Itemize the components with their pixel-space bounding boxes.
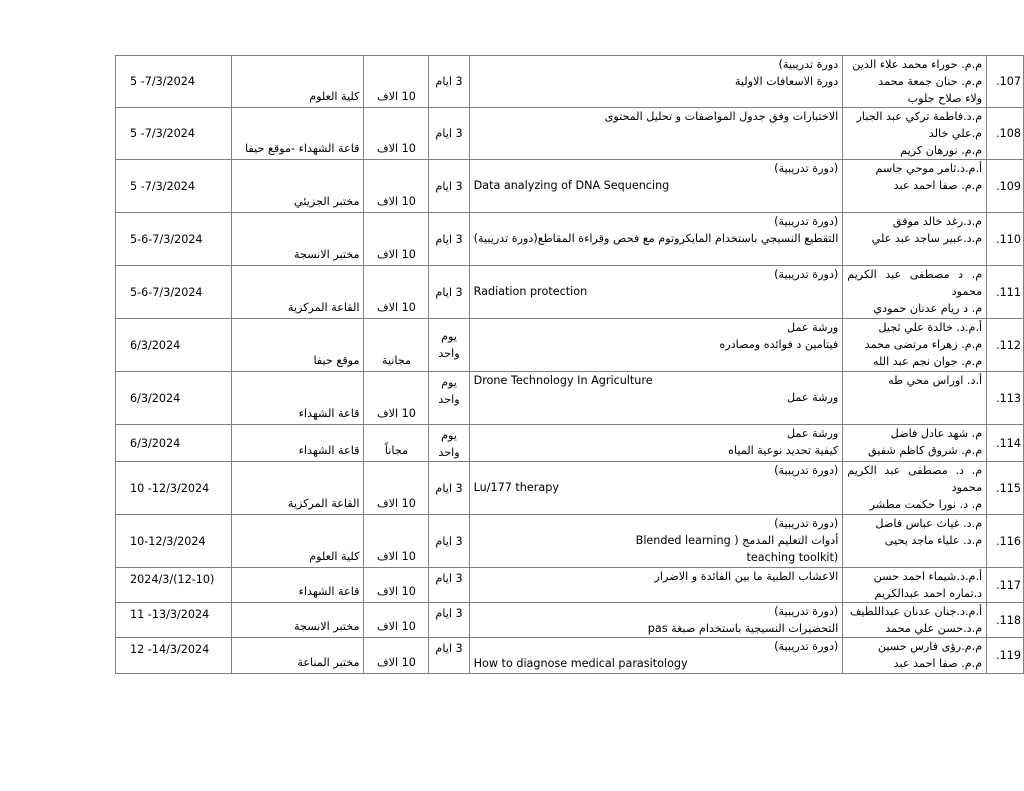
table-row (116, 515, 1024, 568)
course-title-line: (دورة تدريبية) (774, 640, 839, 653)
presenters-cell (843, 515, 987, 568)
presenter-name: أ.د. اوراس محي طه (888, 374, 983, 387)
date-cell (116, 160, 232, 213)
row-number-cell (987, 160, 1024, 213)
presenter-name: د.تماره احمد عبدالكريم (874, 587, 983, 600)
course-title-line: (دورة تدريبية) (774, 162, 839, 175)
location-cell (231, 160, 364, 213)
presenter-name: م.د.حسن علي محمد (885, 622, 983, 635)
location-cell (231, 638, 364, 674)
location-text: مختبر المناعة (297, 656, 360, 669)
row-number-cell (987, 266, 1024, 319)
duration-cell (429, 425, 469, 462)
date-text: 6/3/2024 (130, 391, 181, 405)
date-cell (116, 266, 232, 319)
duration-text: واحد (438, 393, 460, 406)
date-text: 5-6-7/3/2024 (130, 285, 203, 299)
duration-cell (429, 213, 469, 266)
fee-cell (364, 568, 429, 603)
course-title-line: ورشة عمل (786, 427, 839, 440)
location-text: موقع حيفا (313, 354, 360, 367)
fee-cell (364, 372, 429, 425)
date-text: 2024/3/(12-10) (130, 573, 215, 586)
location-text: مختبر الجزيئي (294, 195, 360, 208)
row-number: 113. (996, 391, 1021, 405)
presenter-name: م. د. مصطفى عبد الكريم محمود (847, 464, 983, 494)
date-cell (116, 603, 232, 638)
duration-cell (429, 515, 469, 568)
location-text: القاعة المركزية (287, 497, 360, 510)
row-number-cell (987, 638, 1024, 674)
course-title-line: الاعشاب الطبية ما بين الفائدة و الاضرار (654, 570, 839, 583)
duration-cell (429, 266, 469, 319)
fee-cell (364, 462, 429, 515)
fee-cell (364, 160, 429, 213)
course-title-line: التحضيرات النسيجية باستخدام صبغة pas (647, 622, 839, 635)
date-text: 5 -7/3/2024 (130, 75, 195, 88)
duration-text: 3 ايام (435, 285, 463, 299)
course-title-line: أدوات التعليم المدمج ( Blended learning (635, 534, 839, 547)
presenter-name: م.م.رؤى فارس حسين (877, 640, 983, 653)
course-title-line: التقطيع النسيجي باستخدام المايكروتوم مع فحص وقراءة المقاطع(دورة تدريبية) (473, 232, 839, 245)
fee-text: 10 الاف (377, 301, 416, 314)
row-number-cell (987, 56, 1024, 108)
fee-cell (364, 603, 429, 638)
location-text: قاعة الشهداء (298, 444, 360, 457)
fee-text: 10 الاف (377, 407, 416, 420)
course-title-cell (469, 56, 843, 108)
date-text: 6/3/2024 (130, 436, 181, 450)
row-number-cell (987, 425, 1024, 462)
duration-text: يوم (441, 376, 457, 389)
presenter-name: م.م. حنان جمعة محمد (878, 75, 983, 88)
row-number-cell (987, 568, 1024, 603)
presenter-name: م.م. صفا احمد عبد (893, 179, 983, 192)
course-title-line: (teaching toolkit (746, 551, 839, 564)
presenter-name: م.م. شروق كاظم شفيق (868, 444, 983, 457)
row-number-cell (987, 603, 1024, 638)
presenters-cell (843, 160, 987, 213)
course-title-cell (469, 462, 843, 515)
location-text: كلية العلوم (309, 90, 360, 103)
course-title-line: كيفية تحديد نوعية المياه (728, 444, 839, 457)
date-text: 12 -14/3/2024 (130, 643, 210, 656)
duration-cell (429, 160, 469, 213)
presenter-name: م.م. نورهان كريم (900, 144, 983, 157)
course-title-line: How to diagnose medical parasitology (473, 657, 688, 670)
date-cell (116, 462, 232, 515)
date-cell (116, 213, 232, 266)
location-text: قاعة الشهداء -موقع حيفا (245, 142, 360, 155)
row-number: 119. (996, 649, 1021, 662)
presenters-cell (843, 213, 987, 266)
presenter-name: م. د مصطفى عبد الكريم محمود (847, 268, 983, 298)
date-text: 5 -7/3/2024 (130, 179, 195, 193)
course-title-line: Radiation protection (473, 285, 588, 298)
course-title-cell (469, 372, 843, 425)
row-number: 112. (996, 338, 1021, 352)
presenters-cell (843, 425, 987, 462)
row-number: 110. (996, 232, 1021, 246)
location-cell (231, 56, 364, 108)
fee-cell (364, 266, 429, 319)
duration-text: 3 ايام (435, 179, 463, 193)
duration-cell (429, 319, 469, 372)
location-text: القاعة المركزية (287, 301, 360, 314)
presenter-name: م.د.فاطمة تركي عبد الجبار (856, 110, 983, 123)
course-title-line: فيتامين د فوائده ومصادره (719, 338, 839, 351)
duration-text: 3 ايام (435, 642, 463, 655)
presenter-name: م.د. علياء ماجد يحيى (884, 534, 983, 547)
course-title-cell (469, 108, 843, 160)
table-row (116, 568, 1024, 603)
row-number-cell (987, 372, 1024, 425)
fee-cell (364, 319, 429, 372)
fee-text: مجاناً (384, 444, 409, 457)
duration-cell (429, 56, 469, 108)
duration-cell (429, 372, 469, 425)
row-number: 118. (996, 613, 1021, 627)
row-number-cell (987, 462, 1024, 515)
duration-cell (429, 603, 469, 638)
course-title-line: ورشة عمل (786, 391, 839, 404)
row-number: 109. (996, 179, 1021, 193)
table-row (116, 56, 1024, 108)
duration-text: يوم (441, 330, 457, 343)
duration-text: 3 ايام (435, 75, 463, 88)
presenter-name: م.د. غياث عباس فاضل (875, 517, 983, 530)
fee-text: 10 الاف (377, 585, 416, 598)
location-cell (231, 603, 364, 638)
fee-cell (364, 638, 429, 674)
row-number: 115. (996, 481, 1021, 495)
row-number: 116. (996, 534, 1021, 548)
course-title-line: Drone Technology In Agriculture (473, 374, 653, 387)
course-title-cell (469, 213, 843, 266)
table-body (116, 56, 1024, 674)
table-row (116, 319, 1024, 372)
duration-text: واحد (438, 446, 460, 459)
presenter-name: م. شهد عادل فاضل (890, 427, 983, 440)
presenter-name: ولاء صلاح جلوب (907, 92, 983, 105)
table-row (116, 462, 1024, 515)
presenter-name: م. د. نورا حكمت مطشر (869, 498, 983, 511)
fee-text: 10 الاف (377, 248, 416, 261)
location-cell (231, 462, 364, 515)
duration-text: 3 ايام (435, 481, 463, 495)
date-cell (116, 515, 232, 568)
location-text: كلية العلوم (309, 550, 360, 563)
date-text: 10-12/3/2024 (130, 534, 206, 548)
presenter-name: أ.م.د.شيماء احمد حسن (873, 570, 983, 583)
courses-table (115, 55, 1024, 674)
row-number-cell (987, 319, 1024, 372)
course-title-cell (469, 160, 843, 213)
course-title-line: Data analyzing of DNA Sequencing (473, 179, 670, 192)
course-title-line: Lu/177 therapy (473, 481, 559, 494)
fee-cell (364, 108, 429, 160)
presenter-name: م.م. صفا احمد عبد (893, 657, 983, 670)
presenter-name: أ.م.د. خالدة علي ثجيل (878, 321, 983, 334)
course-title-line: الاختبارات وفق جدول المواصفات و تحليل المحتوى (604, 110, 839, 123)
table-row (116, 638, 1024, 674)
course-title-cell (469, 425, 843, 462)
course-title-line: (دورة تدريبية) (774, 605, 839, 618)
presenters-cell (843, 56, 987, 108)
date-cell (116, 56, 232, 108)
duration-text: 3 ايام (435, 607, 463, 620)
date-text: 5 -7/3/2024 (130, 127, 195, 140)
date-text: 10 -12/3/2024 (130, 481, 210, 495)
duration-text: 3 ايام (435, 127, 463, 140)
location-text: مختبر الانسجة (293, 248, 360, 261)
duration-text: 3 ايام (435, 232, 463, 246)
table-row (116, 425, 1024, 462)
presenter-name: م.م. زهراء مرتضى محمد (864, 338, 983, 351)
row-number: 111. (996, 285, 1021, 299)
date-cell (116, 319, 232, 372)
table-row (116, 266, 1024, 319)
fee-text: 10 الاف (377, 620, 416, 633)
location-text: مختبر الانسجة (293, 620, 360, 633)
presenter-name: م. د ريام عدنان حمودي (873, 302, 983, 315)
presenter-name: م.د.رغد خالد موفق (892, 215, 983, 228)
course-title-cell (469, 638, 843, 674)
date-cell (116, 372, 232, 425)
course-title-line: (دورة تدريبية) (774, 268, 839, 281)
location-text: قاعة الشهداء (298, 407, 360, 420)
presenters-cell (843, 603, 987, 638)
date-text: 5-6-7/3/2024 (130, 232, 203, 246)
row-number-cell (987, 213, 1024, 266)
duration-text: 3 ايام (435, 572, 463, 585)
fee-text: 10 الاف (377, 497, 416, 510)
presenter-name: م.د.عبير ساجد عبد علي (871, 232, 983, 245)
duration-cell (429, 568, 469, 603)
location-cell (231, 108, 364, 160)
row-number-cell (987, 108, 1024, 160)
presenters-cell (843, 372, 987, 425)
presenter-name: أ.م.د.جنان عدنان عبداللطيف (849, 605, 983, 618)
fee-text: 10 الاف (377, 195, 416, 208)
location-cell (231, 568, 364, 603)
fee-cell (364, 425, 429, 462)
course-title-line: دورة الاسعافات الاولية (734, 75, 839, 88)
date-text: 6/3/2024 (130, 338, 181, 352)
course-title-cell (469, 266, 843, 319)
course-title-cell (469, 515, 843, 568)
fee-cell (364, 213, 429, 266)
table-row (116, 213, 1024, 266)
location-cell (231, 319, 364, 372)
presenters-cell (843, 108, 987, 160)
row-number: 117. (996, 578, 1021, 592)
fee-text: مجانية (381, 354, 412, 367)
date-cell (116, 638, 232, 674)
presenter-name: م.علي خالد (928, 127, 983, 140)
course-title-cell (469, 568, 843, 603)
duration-cell (429, 638, 469, 674)
row-number: 107. (996, 75, 1021, 88)
fee-cell (364, 515, 429, 568)
location-cell (231, 425, 364, 462)
fee-text: 10 الاف (377, 142, 416, 155)
presenter-name: م.م. حوراء محمد علاء الدين (852, 58, 983, 71)
duration-text: واحد (438, 347, 460, 360)
course-title-line: ورشة عمل (786, 321, 839, 334)
presenters-cell (843, 319, 987, 372)
fee-text: 10 الاف (377, 550, 416, 563)
date-text: 11 -13/3/2024 (130, 608, 210, 621)
duration-text: 3 ايام (435, 534, 463, 548)
table-row (116, 603, 1024, 638)
duration-text: يوم (441, 429, 457, 442)
presenter-name: أ.م.د.ثامر موحي جاسم (875, 162, 983, 175)
table-row (116, 108, 1024, 160)
table-row (116, 160, 1024, 213)
table-row (116, 372, 1024, 425)
duration-cell (429, 462, 469, 515)
fee-text: 10 الاف (377, 656, 416, 669)
date-cell (116, 108, 232, 160)
row-number: 114. (996, 436, 1021, 450)
presenters-cell (843, 568, 987, 603)
row-number: 108. (996, 127, 1021, 140)
location-cell (231, 372, 364, 425)
duration-cell (429, 108, 469, 160)
location-text: قاعة الشهداء (298, 585, 360, 598)
course-title-line: (دورة تدريبية) (774, 517, 839, 530)
location-cell (231, 213, 364, 266)
row-number-cell (987, 515, 1024, 568)
presenters-cell (843, 462, 987, 515)
course-title-cell (469, 319, 843, 372)
course-title-line: (دورة تدريبية) (774, 215, 839, 228)
location-cell (231, 515, 364, 568)
date-cell (116, 568, 232, 603)
presenters-cell (843, 638, 987, 674)
presenters-cell (843, 266, 987, 319)
fee-text: 10 الاف (377, 90, 416, 103)
location-cell (231, 266, 364, 319)
presenter-name: م.م. جوان نجم عبد الله (872, 355, 983, 368)
date-cell (116, 425, 232, 462)
course-title-cell (469, 603, 843, 638)
fee-cell (364, 56, 429, 108)
course-title-line: (دورة تدريبية) (774, 464, 839, 477)
course-title-line: دورة تدريبية) (778, 58, 839, 71)
